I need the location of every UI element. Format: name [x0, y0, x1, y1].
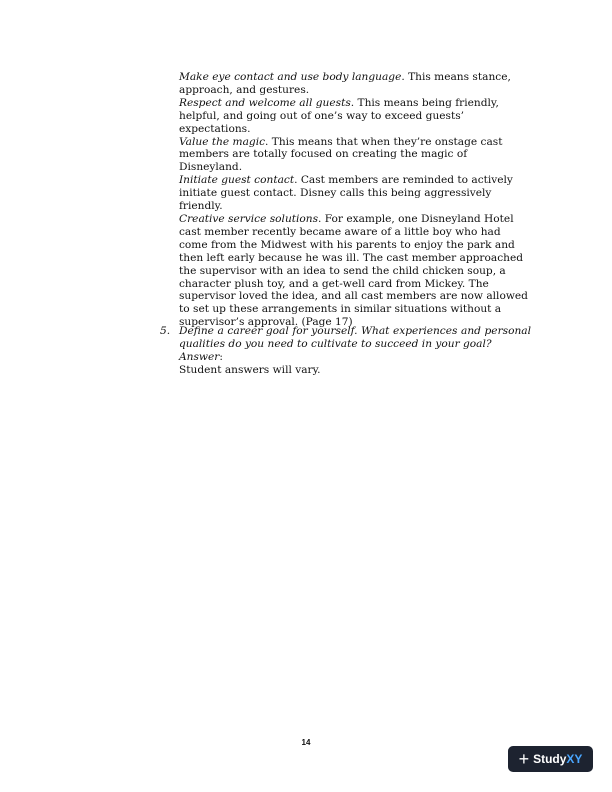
list-item [179, 97, 531, 136]
answer-text: Student answers will vary. [179, 363, 321, 376]
list-item [179, 213, 531, 329]
question-text: Define a career goal for yourself. What experiences and personal qualities do you need to cultivate to succeed in your goal? [179, 325, 531, 350]
item-title: Initiate guest contact [179, 174, 295, 187]
studyxy-badge[interactable] [508, 746, 593, 772]
item-title: Value the magic [179, 135, 266, 148]
brand-name-accent: XY [566, 752, 583, 766]
item-text: . This means being friendly, helpful, and going out of one’s way to exceed guests’ expectations. [179, 96, 499, 135]
brand-name-main: Study [533, 752, 567, 766]
item-title: Creative service solutions [179, 212, 319, 225]
item-title: Respect and welcome all guests [179, 96, 351, 109]
item-text: . This means stance, approach, and gestures. [179, 71, 511, 96]
item-text: . Cast members are reminded to actively initiate guest contact. Disney calls this being aggressively friendly. [179, 174, 513, 213]
item-text: . For example, one Disneyland Hotel cast member recently became aware of a little boy who had come from the Midwest with his parents to enjoy the park and then left early because he was ill. The cast member approached the supervisor with an idea to send the child chicken soup, a character plush toy, and a get-well card from Mickey. The supervisor loved the idea, and all cast members are now allowed to set up these arrangements in similar situations without a supervisor’s approval. (Page 17) [179, 212, 528, 329]
plus-icon: + [518, 749, 530, 769]
list-item [179, 136, 531, 175]
answer-label-line [179, 351, 531, 364]
item-text: . This means that when they’re onstage cast members are totally focused on creating the magic of Disneyland. [179, 135, 503, 174]
list-item [179, 71, 531, 97]
answer-colon: : [219, 350, 223, 363]
question-number: 5. [160, 325, 171, 337]
item-title: Make eye contact and use body language [179, 71, 402, 83]
question-5 [160, 325, 531, 377]
page-number: 14 [301, 738, 311, 747]
service-guidelines-list [179, 71, 531, 329]
list-item [179, 174, 531, 213]
answer-label: Answer [179, 350, 220, 363]
